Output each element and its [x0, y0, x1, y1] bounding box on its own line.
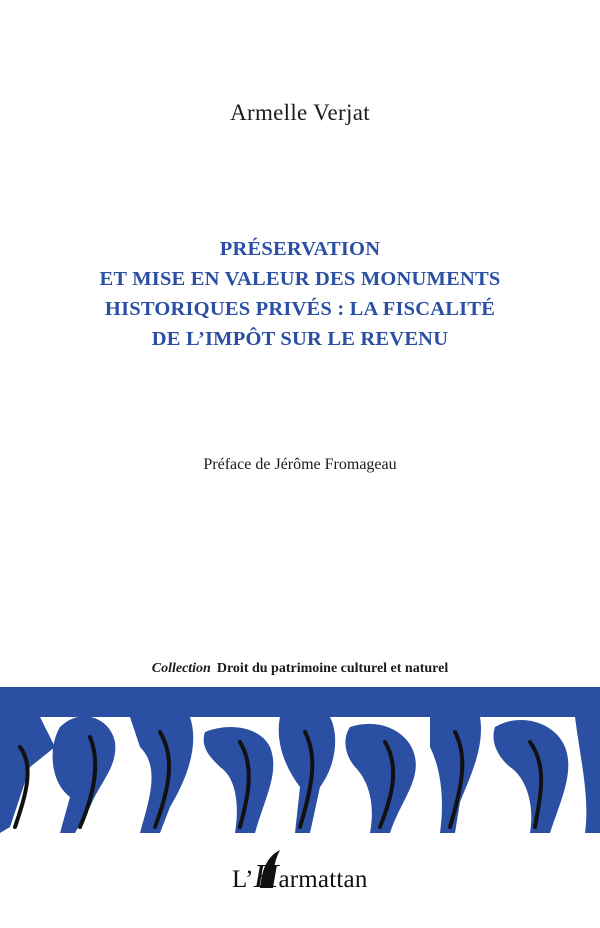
publisher-rest: armattan	[278, 866, 368, 893]
author-name: Armelle Verjat	[230, 100, 370, 125]
publisher-name	[232, 858, 368, 896]
publisher-prefix: L’	[232, 866, 254, 893]
publisher-initial: H	[253, 858, 279, 895]
title-line: PRÉSERVATION	[219, 238, 381, 260]
title-line: DE L’IMPÔT SUR LE REVENU	[151, 328, 449, 350]
collection-line	[0, 661, 600, 677]
book-title	[40, 234, 560, 354]
preface-credit: Préface de Jérôme Fromageau	[203, 456, 397, 473]
figures-frieze-illustration	[0, 687, 600, 833]
title-line: HISTORIQUES PRIVÉS : LA FISCALITÉ	[104, 298, 496, 320]
collection-label: Collection	[151, 661, 211, 676]
title-line: ET MISE EN VALEUR DES MONUMENTS	[99, 268, 501, 290]
frieze-band-top	[0, 687, 600, 717]
collection-name: Droit du patrimoine culturel et naturel	[216, 661, 449, 676]
